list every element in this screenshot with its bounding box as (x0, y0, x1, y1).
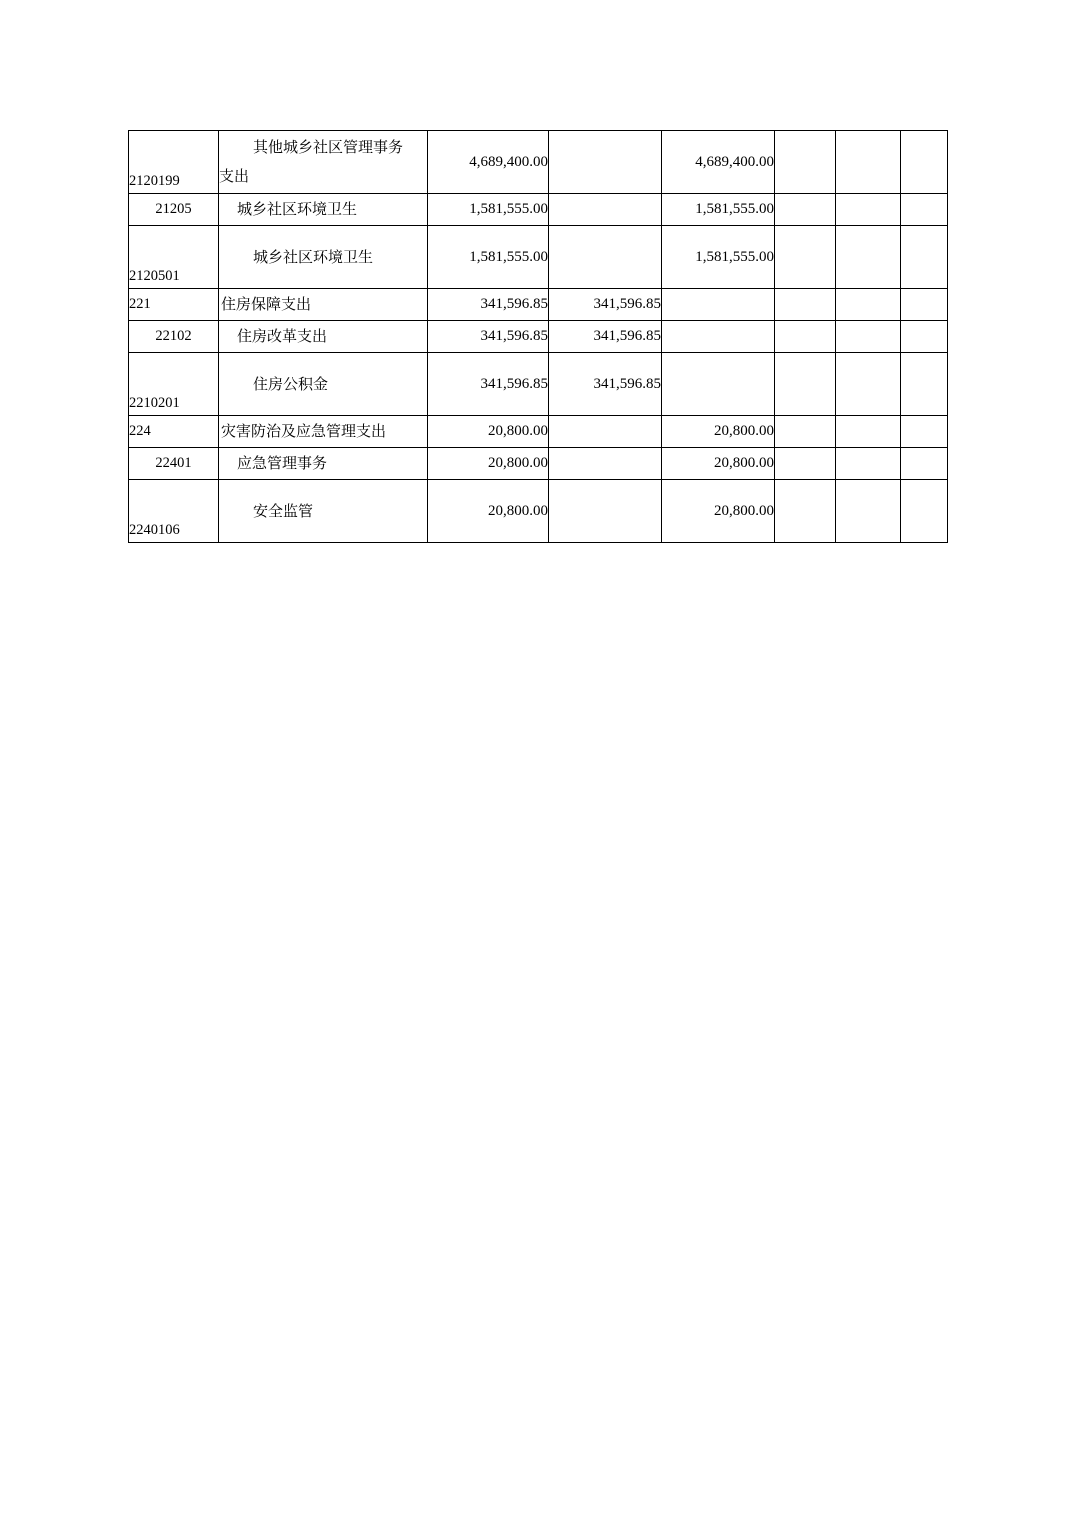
empty-cell (901, 131, 948, 194)
budget-expenditure-table (128, 130, 948, 543)
subject-code: 22102 (129, 321, 219, 353)
subject-code: 2240106 (129, 480, 219, 543)
empty-cell (836, 416, 901, 448)
project-expenditure (662, 321, 775, 353)
empty-cell (836, 480, 901, 543)
empty-cell (836, 226, 901, 289)
basic-expenditure: 341,596.85 (549, 289, 662, 321)
table-row (129, 226, 948, 289)
empty-cell (901, 194, 948, 226)
empty-cell (775, 353, 836, 416)
empty-cell (901, 448, 948, 480)
table-row (129, 131, 948, 194)
table-row (129, 321, 948, 353)
empty-cell (836, 131, 901, 194)
project-expenditure: 1,581,555.00 (662, 226, 775, 289)
empty-cell (775, 194, 836, 226)
empty-cell (901, 289, 948, 321)
subject-name (219, 131, 428, 194)
subject-name: 应急管理事务 (219, 448, 428, 480)
empty-cell (775, 416, 836, 448)
empty-cell (901, 416, 948, 448)
subject-name: 住房公积金 (219, 353, 428, 416)
total-amount: 4,689,400.00 (428, 131, 549, 194)
project-expenditure: 4,689,400.00 (662, 131, 775, 194)
total-amount: 20,800.00 (428, 448, 549, 480)
table-row (129, 194, 948, 226)
basic-expenditure (549, 194, 662, 226)
table-row (129, 353, 948, 416)
table-row (129, 448, 948, 480)
empty-cell (901, 353, 948, 416)
subject-code: 224 (129, 416, 219, 448)
subject-code: 221 (129, 289, 219, 321)
total-amount: 341,596.85 (428, 353, 549, 416)
total-amount: 341,596.85 (428, 321, 549, 353)
empty-cell (836, 194, 901, 226)
subject-name: 住房改革支出 (219, 321, 428, 353)
subject-code: 2120501 (129, 226, 219, 289)
subject-code: 2210201 (129, 353, 219, 416)
project-expenditure: 20,800.00 (662, 480, 775, 543)
empty-cell (775, 226, 836, 289)
subject-name: 城乡社区环境卫生 (219, 194, 428, 226)
basic-expenditure (549, 226, 662, 289)
basic-expenditure (549, 131, 662, 194)
subject-name: 城乡社区环境卫生 (219, 226, 428, 289)
table-row (129, 416, 948, 448)
subject-name: 灾害防治及应急管理支出 (219, 416, 428, 448)
project-expenditure (662, 353, 775, 416)
empty-cell (836, 321, 901, 353)
project-expenditure: 1,581,555.00 (662, 194, 775, 226)
empty-cell (775, 448, 836, 480)
subject-name-line2: 支出 (219, 167, 250, 185)
table-row (129, 289, 948, 321)
basic-expenditure (549, 416, 662, 448)
total-amount: 20,800.00 (428, 416, 549, 448)
total-amount: 1,581,555.00 (428, 194, 549, 226)
empty-cell (775, 131, 836, 194)
empty-cell (836, 448, 901, 480)
subject-name-line1: 其他城乡社区管理事务 (253, 138, 404, 156)
empty-cell (775, 289, 836, 321)
basic-expenditure: 341,596.85 (549, 353, 662, 416)
empty-cell (901, 321, 948, 353)
total-amount: 341,596.85 (428, 289, 549, 321)
subject-name: 安全监管 (219, 480, 428, 543)
basic-expenditure (549, 448, 662, 480)
empty-cell (775, 321, 836, 353)
total-amount: 1,581,555.00 (428, 226, 549, 289)
basic-expenditure (549, 480, 662, 543)
basic-expenditure: 341,596.85 (549, 321, 662, 353)
empty-cell (775, 480, 836, 543)
empty-cell (901, 226, 948, 289)
subject-code: 21205 (129, 194, 219, 226)
table-row (129, 480, 948, 543)
subject-code: 22401 (129, 448, 219, 480)
empty-cell (836, 353, 901, 416)
subject-code: 2120199 (129, 131, 219, 194)
project-expenditure: 20,800.00 (662, 416, 775, 448)
project-expenditure: 20,800.00 (662, 448, 775, 480)
total-amount: 20,800.00 (428, 480, 549, 543)
subject-name: 住房保障支出 (219, 289, 428, 321)
empty-cell (836, 289, 901, 321)
empty-cell (901, 480, 948, 543)
project-expenditure (662, 289, 775, 321)
